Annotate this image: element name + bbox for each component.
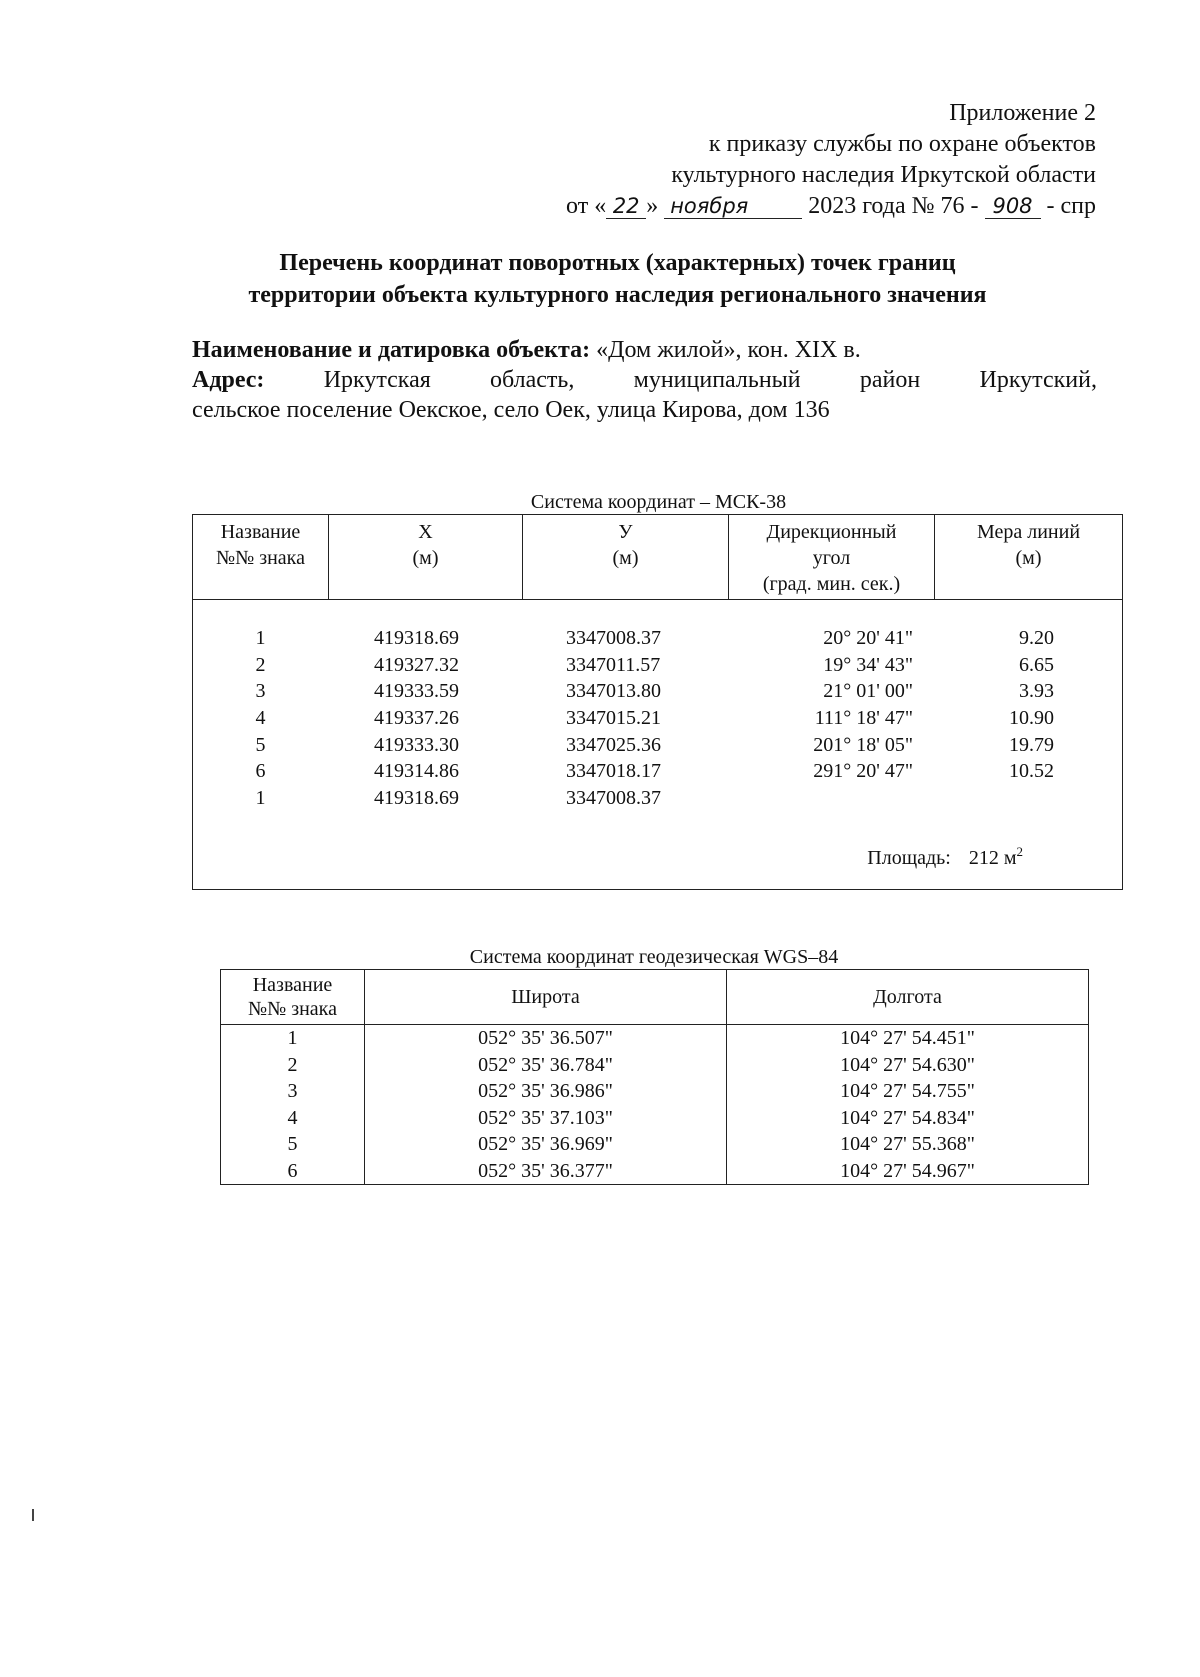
cell-num: 3 (221, 1078, 365, 1105)
handwritten-order-number: 908 (985, 194, 1041, 219)
handwritten-month: ноября (664, 194, 802, 219)
cell-num: 5 (255, 733, 266, 756)
cell-x: 419333.59 (374, 680, 459, 703)
cell-y: 3347025.36 (566, 733, 661, 756)
table-row (221, 1131, 1089, 1158)
document-title (150, 247, 1085, 311)
cell-num: 4 (255, 707, 266, 730)
header-num (221, 970, 365, 1025)
header-length (934, 515, 1122, 599)
area-label: Площадь: (867, 847, 951, 869)
cell-num: 5 (221, 1131, 365, 1158)
cell-length: 6.65 (1019, 653, 1054, 676)
address-word: Иркутский, (979, 367, 1097, 393)
cell-y: 3347018.17 (566, 760, 661, 783)
msk-table-caption: Система координат – МСК-38 (530, 491, 787, 513)
cell-x: 419327.32 (374, 653, 459, 676)
cell-num: 2 (255, 653, 266, 676)
cell-x: 419318.69 (374, 787, 459, 810)
cell-longitude: 104° 27' 55.368" (727, 1131, 1089, 1158)
cell-angle: 111° 18' 47" (814, 707, 913, 730)
area-value: 212 м (968, 847, 1017, 869)
header-num-line2: №№ знака (248, 998, 337, 1020)
cell-angle: 21° 01' 00" (823, 680, 913, 703)
cell-y: 3347015.21 (566, 707, 661, 730)
cell-x: 419337.26 (374, 707, 459, 730)
table-row (193, 785, 1122, 812)
date-mid: » (646, 193, 659, 219)
cell-angle: 291° 20' 47" (813, 760, 913, 783)
appendix-service-line: культурного наследия Иркутской области (671, 162, 1096, 188)
cell-latitude: 052° 35' 36.784" (365, 1052, 727, 1079)
header-num (193, 515, 328, 599)
table-row (193, 705, 1122, 732)
table-row (193, 652, 1122, 679)
header-num-line2: №№ знака (216, 547, 305, 569)
cell-x: 419314.86 (374, 760, 459, 783)
cell-latitude: 052° 35' 36.377" (365, 1158, 727, 1185)
header-y-line1: У (618, 521, 633, 543)
appendix-title: Приложение 2 (949, 100, 1096, 126)
header-x (328, 515, 522, 599)
header-length-line2: (м) (1015, 547, 1042, 569)
area-unit-exponent: 2 (1016, 844, 1023, 859)
cell-y: 3347011.57 (566, 653, 661, 676)
header-angle-line3: (град. мин. сек.) (762, 573, 901, 595)
table-row (221, 1105, 1089, 1132)
header-angle-line1: Дирекционный (766, 521, 897, 543)
address-line-2: сельское поселение Оекское, село Оек, улица Кирова, дом 136 (192, 397, 830, 423)
cell-longitude: 104° 27' 54.451" (727, 1025, 1089, 1052)
date-prefix: от « (566, 193, 607, 219)
cell-latitude: 052° 35' 36.986" (365, 1078, 727, 1105)
address-label: Адрес: (192, 367, 265, 393)
appendix-date-line (396, 191, 1096, 222)
date-suffix: - спр (1046, 193, 1096, 219)
cell-latitude: 052° 35' 37.103" (365, 1105, 727, 1132)
header-latitude: Широта (365, 970, 727, 1025)
appendix-header (396, 98, 1096, 222)
header-num-line1: Название (220, 521, 301, 543)
cell-x: 419318.69 (374, 627, 459, 649)
cell-latitude: 052° 35' 36.969" (365, 1131, 727, 1158)
header-y (522, 515, 728, 599)
table-row (221, 1025, 1089, 1052)
msk-table-body (193, 625, 1122, 812)
table-row (193, 732, 1122, 759)
msk-coordinates-table (192, 514, 1123, 890)
cell-longitude: 104° 27' 54.834" (727, 1105, 1089, 1132)
cell-x: 419333.30 (374, 733, 459, 756)
cell-angle: 20° 20' 41" (823, 627, 913, 649)
table-row (221, 1052, 1089, 1079)
cell-y: 3347008.37 (566, 627, 661, 649)
table-row (193, 678, 1122, 705)
wgs-coordinates-table (220, 969, 1089, 1185)
table-row (193, 758, 1122, 785)
cell-length: 9.20 (1019, 627, 1054, 649)
cell-length: 19.79 (1009, 733, 1054, 756)
cell-longitude: 104° 27' 54.967" (727, 1158, 1089, 1185)
object-name-label: Наименование и датировка объекта: (192, 337, 591, 363)
object-info (192, 335, 1097, 425)
object-name-line (192, 335, 1097, 365)
cell-length: 10.90 (1009, 707, 1054, 730)
table-row (193, 625, 1122, 652)
address-word: область, (490, 367, 575, 393)
cell-num: 1 (255, 787, 266, 810)
header-longitude: Долгота (727, 970, 1089, 1025)
scan-mark (32, 1509, 34, 1521)
cell-length: 10.52 (1009, 760, 1054, 783)
cell-num: 1 (255, 627, 266, 649)
header-angle (728, 515, 934, 599)
cell-num: 3 (255, 680, 266, 703)
appendix-order-line: к приказу службы по охране объектов (708, 131, 1096, 157)
cell-y: 3347008.37 (566, 787, 661, 810)
header-y-line2: (м) (612, 547, 639, 569)
wgs-table-caption: Система координат геодезическая WGS–84 (469, 946, 839, 968)
cell-num: 6 (255, 760, 266, 783)
title-line-1: Перечень координат поворотных (характерных) точек границ (279, 250, 956, 276)
address-line-1 (192, 365, 1097, 395)
header-angle-line2: угол (812, 547, 851, 569)
header-x-line2: (м) (412, 547, 439, 569)
cell-longitude: 104° 27' 54.630" (727, 1052, 1089, 1079)
cell-angle: 201° 18' 05" (813, 733, 913, 756)
header-num-line1: Название (252, 974, 333, 996)
address-word: район (859, 367, 921, 393)
object-name-value: «Дом жилой», кон. XIX в. (596, 337, 861, 363)
cell-num: 2 (221, 1052, 365, 1079)
cell-num: 4 (221, 1105, 365, 1132)
cell-y: 3347013.80 (566, 680, 661, 703)
title-line-2: территории объекта культурного наследия регионального значения (248, 282, 987, 308)
address-word: Иркутская (323, 367, 431, 393)
table-row (221, 1158, 1089, 1185)
cell-num: 1 (221, 1025, 365, 1052)
cell-angle: 19° 34' 43" (823, 653, 913, 676)
handwritten-day: 22 (606, 194, 646, 219)
cell-latitude: 052° 35' 36.507" (365, 1025, 727, 1052)
header-x-line1: X (418, 521, 433, 543)
wgs-table-header (221, 970, 1089, 1025)
header-length-line1: Мера линий (976, 521, 1081, 543)
date-year-number: 2023 года № 76 - (808, 193, 979, 219)
table-row (221, 1078, 1089, 1105)
cell-length: 3.93 (1019, 680, 1054, 703)
msk-table-header (193, 515, 1122, 600)
area-summary (867, 839, 1023, 871)
cell-num: 6 (221, 1158, 365, 1185)
cell-longitude: 104° 27' 54.755" (727, 1078, 1089, 1105)
address-word: муниципальный (633, 367, 801, 393)
